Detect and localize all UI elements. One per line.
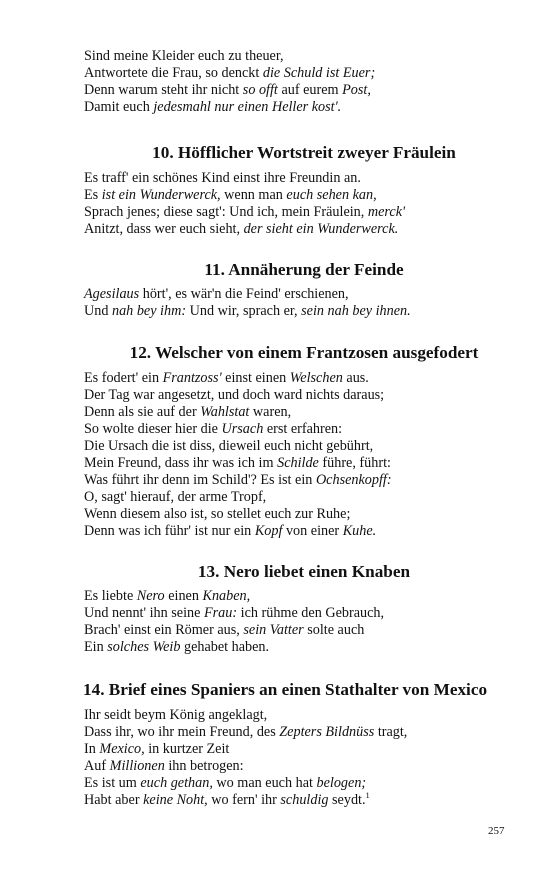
verse-line <box>84 724 407 741</box>
verse-line <box>84 221 405 238</box>
italic-text: Wahlstat <box>200 404 250 420</box>
verse-line <box>84 370 392 387</box>
text-run: wo man euch hat <box>212 775 317 791</box>
text-run: in kurtzer Zeit <box>144 741 230 757</box>
text-run: einst einen <box>221 370 290 386</box>
text-run: hört', es wär'n die Feind' erschienen, <box>139 286 349 302</box>
italic-text: euch gethan, <box>140 775 213 791</box>
text-run: Und wir, sprach er, <box>186 303 302 319</box>
text-run: In <box>84 741 100 757</box>
text-run: Dass ihr, wo ihr mein Freund, des <box>84 724 280 740</box>
section-title: 13. Nero liebet einen Knaben <box>197 562 411 581</box>
italic-text: Knaben, <box>202 588 251 604</box>
verse-line <box>84 187 405 204</box>
text-run: ihn betrogen: <box>164 758 244 774</box>
verse-line <box>84 421 392 438</box>
italic-text: Welschen <box>289 370 343 386</box>
text-run: Sind meine Kleider euch zu theuer, <box>84 48 284 64</box>
text-run: solte auch <box>303 622 365 638</box>
section-title: 12. Welscher von einem Frantzosen ausgefodert <box>129 343 479 362</box>
italic-text: Post, <box>342 82 371 98</box>
italic-text: nah bey ihm: <box>111 303 187 319</box>
italic-text: Ochsenkopff: <box>315 472 392 488</box>
verse-line <box>84 82 375 99</box>
verse-line <box>84 506 392 523</box>
verse-line <box>84 588 384 605</box>
text-run: Brach' einst ein Römer aus, <box>84 622 244 638</box>
verse-line <box>84 707 407 724</box>
verse-line <box>84 65 375 82</box>
verse-line <box>84 622 384 639</box>
verse-line <box>84 286 411 303</box>
verse-line <box>84 792 407 809</box>
poem-section-11 <box>84 286 411 320</box>
text-run: Denn als sie auf der <box>84 404 201 420</box>
text-run: O, sagt' hierauf, der arme Tropf, <box>84 489 267 505</box>
verse-line <box>84 438 392 455</box>
text-run: Die Ursach die ist diss, dieweil euch nicht gebührt, <box>84 438 374 454</box>
verse-line <box>84 48 375 65</box>
text-run: erst erfahren: <box>263 421 343 437</box>
verse-line <box>84 605 384 622</box>
verse-line <box>84 472 392 489</box>
text-run: wenn man <box>220 187 287 203</box>
italic-text: belogen; <box>316 775 367 791</box>
text-run: Und nennt' ihn seine <box>84 605 204 621</box>
text-run: waren, <box>249 404 292 420</box>
text-run: Es traff' ein schönes Kind einst ihre Freundin an. <box>84 170 361 186</box>
verse-line <box>84 404 392 421</box>
verse-line <box>84 170 405 187</box>
italic-text: Ursach <box>221 421 264 437</box>
text-run: Denn warum steht ihr nicht <box>84 82 243 98</box>
text-run: Habt aber <box>84 792 144 808</box>
italic-text: merck' <box>367 204 406 220</box>
page-number: 257 <box>488 825 505 837</box>
italic-text: Zepters Bildnüss <box>279 724 375 740</box>
italic-text: Schilde <box>277 455 319 471</box>
text-run: Ihr seidt beym König angeklagt, <box>84 707 268 723</box>
verse-line <box>84 455 392 472</box>
verse-line <box>84 523 392 540</box>
text-run: Es ist um <box>84 775 141 791</box>
italic-text: solches Weib <box>107 639 181 655</box>
footnote-marker: 1 <box>365 790 370 800</box>
italic-text: die Schuld ist Euer; <box>262 65 376 81</box>
text-run: Ein <box>84 639 108 655</box>
text-run: ich rühme den Gebrauch, <box>237 605 385 621</box>
text-run: Denn was ich führ' ist nur ein <box>84 523 255 539</box>
verse-line <box>84 99 375 116</box>
text-run: So wolte dieser hier die <box>84 421 222 437</box>
section-title: 14. Brief eines Spaniers an einen Stathalter von Mexico <box>83 680 488 699</box>
text-run: Anitzt, dass wer euch sieht, <box>84 221 244 237</box>
text-run: Damit euch <box>84 99 154 115</box>
italic-text: der sieht ein Wunderwerck. <box>243 221 399 237</box>
verse-line <box>84 387 392 404</box>
italic-text: Kuhe. <box>342 523 377 539</box>
text-run: Mein Freund, dass ihr was ich im <box>84 455 278 471</box>
text-run: von einer <box>282 523 343 539</box>
text-run: Sprach jenes; diese sagt': Und ich, mein Fräulein, <box>84 204 368 220</box>
text-run: aus. <box>342 370 369 386</box>
text-run: tragt, <box>374 724 408 740</box>
text-run: Es liebte <box>84 588 137 604</box>
italic-text: sein Vatter <box>243 622 304 638</box>
text-run: führe, führt: <box>318 455 391 471</box>
text-run: Und <box>84 303 112 319</box>
italic-text: Kopf <box>254 523 283 539</box>
italic-text: ist ein Wunderwerck, <box>101 187 221 203</box>
verse-line <box>84 741 407 758</box>
italic-text: euch sehen kan, <box>286 187 377 203</box>
verse-line <box>84 758 407 775</box>
text-run: Auf <box>84 758 110 774</box>
italic-text: so offt <box>242 82 278 98</box>
italic-text: jedesmahl nur einen Heller kost'. <box>153 99 342 115</box>
italic-text: Nero <box>136 588 165 604</box>
verse-line <box>84 489 392 506</box>
italic-text: Frau: <box>203 605 238 621</box>
text-run: Es fodert' ein <box>84 370 163 386</box>
text-run: wo fern' ihr <box>207 792 281 808</box>
verse-line <box>84 204 405 221</box>
section-title: 10. Höfflicher Wortstreit zweyer Fräulein <box>152 143 456 162</box>
poem-section-13 <box>84 588 384 656</box>
text-run: Wenn diesem also ist, so stellet euch zur Ruhe; <box>84 506 351 522</box>
verse-line <box>84 303 411 320</box>
poem-section-12 <box>84 370 392 540</box>
text-run: Was führt ihr denn im Schild'? Es ist ein <box>84 472 316 488</box>
verse-line <box>84 639 384 656</box>
verse-line <box>84 775 407 792</box>
italic-text: schuldig <box>280 792 329 808</box>
italic-text: sein nah bey ihnen. <box>301 303 411 319</box>
text-run: Der Tag war angesetzt, und doch ward nichts daraus; <box>84 387 385 403</box>
italic-text: Millionen <box>109 758 165 774</box>
text-run: einen <box>164 588 203 604</box>
poem-section-14 <box>84 707 407 809</box>
text-run: Es <box>84 187 102 203</box>
italic-text: Frantzoss' <box>162 370 222 386</box>
intro-stanza <box>84 48 375 116</box>
section-title: 11. Annäherung der Feinde <box>204 260 404 279</box>
text-run: Antwortete die Frau, so denckt <box>84 65 263 81</box>
text-run: seydt. <box>328 792 366 808</box>
poem-section-10 <box>84 170 405 238</box>
italic-text: Mexico, <box>99 741 145 757</box>
italic-text: Agesilaus <box>84 286 140 302</box>
text-run: auf eurem <box>277 82 343 98</box>
text-run: gehabet haben. <box>180 639 270 655</box>
italic-text: keine Noht, <box>143 792 208 808</box>
